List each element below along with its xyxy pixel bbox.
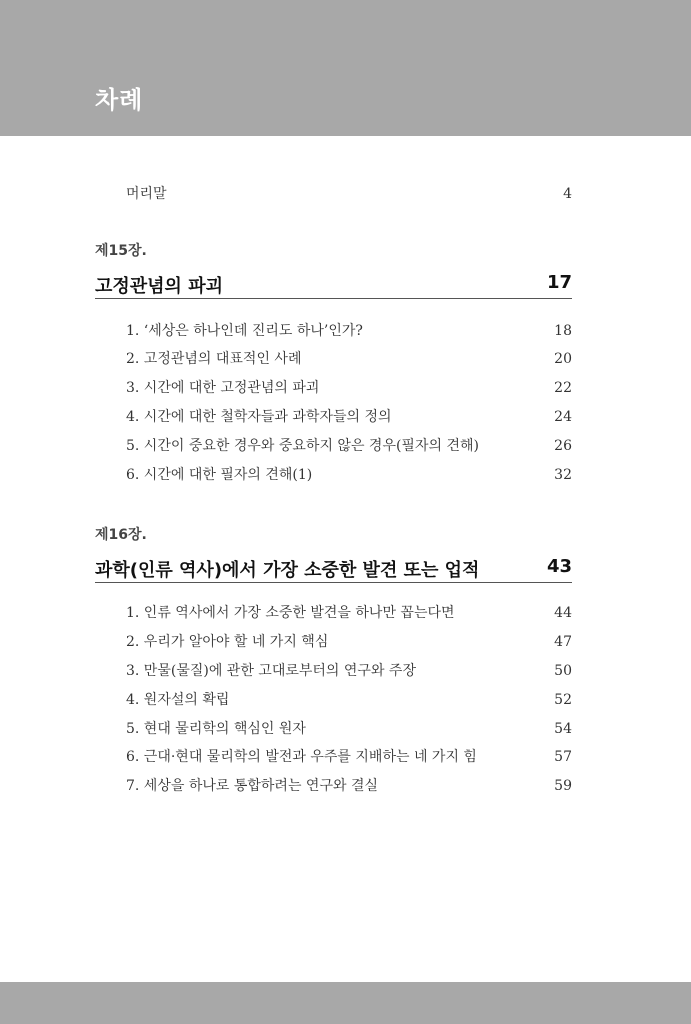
toc-entry-page: 32	[554, 467, 572, 483]
toc-entry[interactable]	[126, 378, 572, 398]
toc-entry-title: 5. 시간이 중요한 경우와 중요하지 않은 경우(필자의 견해)	[126, 438, 479, 454]
toc-entry[interactable]	[126, 407, 572, 427]
toc-entry-page: 47	[554, 634, 572, 650]
toc-entry[interactable]	[126, 321, 572, 341]
toc-entry-page: 52	[554, 692, 572, 708]
toc-entry[interactable]	[126, 690, 572, 710]
toc-entry-title: 2. 고정관념의 대표적인 사례	[126, 351, 302, 367]
toc-entry-title: 머리말	[126, 186, 167, 202]
toc-entry[interactable]	[126, 719, 572, 739]
toc-entry[interactable]	[126, 349, 572, 369]
chapter-label: 제16장.	[95, 527, 147, 543]
toc-entry-title: 1. 인류 역사에서 가장 소중한 발견을 하나만 꼽는다면	[126, 605, 455, 621]
toc-entry[interactable]	[126, 603, 572, 623]
toc-entry-title: 6. 근대·현대 물리학의 발전과 우주를 지배하는 네 가지 힘	[126, 749, 477, 765]
chapter-label: 제15장.	[95, 243, 147, 259]
toc-entry-page: 24	[554, 409, 572, 425]
toc-entry[interactable]	[126, 465, 572, 485]
toc-entry-title: 2. 우리가 알아야 할 네 가지 핵심	[126, 634, 329, 650]
footer-band	[0, 982, 691, 1024]
toc-entry-page: 26	[554, 438, 572, 454]
chapter-heading[interactable]	[95, 556, 572, 583]
toc-entry-page: 54	[554, 721, 572, 737]
toc-entry-page: 18	[554, 323, 572, 339]
toc-entry-page: 57	[554, 749, 572, 765]
toc-entry[interactable]	[126, 747, 572, 767]
chapter-title: 과학(인류 역사)에서 가장 소중한 발견 또는 업적	[95, 560, 480, 581]
toc-entry-title: 6. 시간에 대한 필자의 견해(1)	[126, 467, 313, 483]
toc-entry[interactable]	[126, 661, 572, 681]
toc-entry-page: 44	[554, 605, 572, 621]
toc-entry-title: 4. 시간에 대한 철학자들과 과학자들의 정의	[126, 409, 392, 425]
chapter-heading[interactable]	[95, 272, 572, 299]
toc-entry-page: 20	[554, 351, 572, 367]
toc-entry[interactable]	[126, 632, 572, 652]
toc-entry-title: 4. 원자설의 확립	[126, 692, 230, 708]
page-title: 차례	[95, 86, 144, 114]
toc-entry[interactable]	[126, 776, 572, 796]
chapter-title: 고정관념의 파괴	[95, 276, 223, 297]
header-band	[0, 0, 691, 136]
toc-entry-title: 7. 세상을 하나로 통합하려는 연구와 결실	[126, 778, 378, 794]
toc-entry-title: 5. 현대 물리학의 핵심인 원자	[126, 721, 306, 737]
toc-entry-title: 1. ‘세상은 하나인데 진리도 하나’인가?	[126, 323, 363, 339]
toc-entry-page: 50	[554, 663, 572, 679]
toc-entry-title: 3. 만물(물질)에 관한 고대로부터의 연구와 주장	[126, 663, 416, 679]
chapter-page: 43	[546, 556, 572, 577]
chapter-page: 17	[546, 272, 572, 293]
toc-entry[interactable]	[126, 436, 572, 456]
toc-entry-page: 22	[554, 380, 572, 396]
toc-entry-title: 3. 시간에 대한 고정관념의 파괴	[126, 380, 320, 396]
toc-entry-page: 59	[554, 778, 572, 794]
toc-entry-page: 4	[563, 186, 572, 202]
toc-entry-preface[interactable]	[126, 184, 572, 204]
